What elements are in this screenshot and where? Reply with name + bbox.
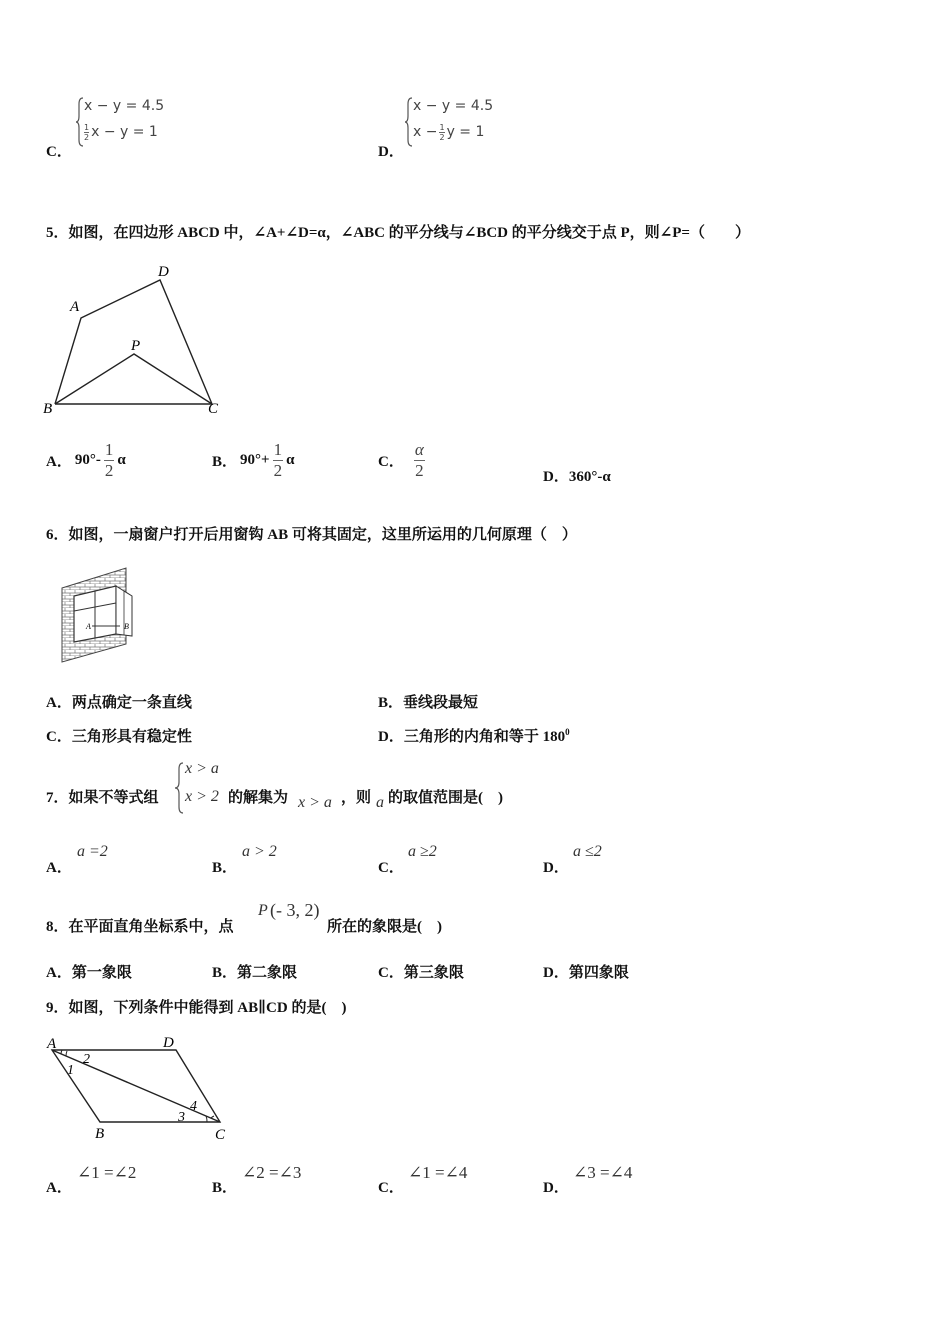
q8-stem [46, 902, 546, 936]
q8-option-d [543, 961, 629, 982]
q4-option-d-eq2-lhs: x − [413, 124, 438, 140]
q7-option-c-label: C． [378, 860, 404, 876]
q6-option-b-label: B． [378, 695, 404, 711]
q7-system-eq1: x > a [185, 760, 219, 777]
q7-var: a [376, 794, 384, 811]
q4-option-d-eq1: x − y = 4.5 [413, 98, 494, 114]
left-brace-icon [405, 96, 413, 148]
q9-label-b: B [95, 1126, 105, 1142]
q6-label-a: A [86, 622, 91, 631]
q9-angle-4: 4 [190, 1099, 197, 1114]
q7-stem-post: 的取值范围是( ) [388, 790, 503, 806]
q6-option-a-label: A． [46, 695, 72, 711]
q8-option-a-label: A． [46, 965, 72, 981]
q6-option-d-sup: 0 [565, 727, 570, 737]
q4-option-d-eq2 [413, 120, 484, 145]
q4-option-c-coef-num: 1 [84, 123, 90, 132]
q8-option-c-label: C． [378, 965, 404, 981]
q9-angle-1: 1 [67, 1063, 74, 1078]
q5-option-b-label: B． [212, 454, 238, 470]
q9-label-a: A [47, 1036, 57, 1052]
q8-point: P [258, 902, 268, 919]
q9-option-c [378, 1163, 528, 1197]
q9-label-d: D [163, 1035, 174, 1051]
q5-label-b: B [43, 401, 53, 417]
q7-solution: x > a [298, 794, 332, 811]
q4-option-c-eq1: x − y = 4.5 [84, 98, 165, 114]
q4-option-c-system [76, 96, 206, 148]
q5-option-c-num: α [414, 440, 424, 459]
q7-option-b-math: a > 2 [242, 843, 277, 860]
q6-stem: 6．如图，一扇窗户打开后用窗钩 AB 可将其固定，这里所运用的几何原理（ ） [46, 527, 577, 543]
q7-system-eq2: x > 2 [185, 788, 219, 805]
q7-stem-mid1: 的解集为 [228, 790, 289, 806]
q9-stem: 9．如图，下列条件中能得到 AB∥CD 的是( ) [46, 1000, 347, 1016]
q5-option-b-fraction [273, 440, 284, 481]
q6-label-b: B [124, 622, 129, 631]
q7-option-d-label: D． [543, 860, 569, 876]
q4-option-c-eq2 [84, 120, 158, 145]
q6-option-d-text: 三角形的内角和等于 180 [403, 729, 566, 745]
q8-option-b-text: 第二象限 [237, 965, 298, 981]
q9-option-a-label: A． [46, 1180, 72, 1196]
q6-option-c-text: 三角形具有稳定性 [71, 729, 192, 745]
q7-option-a-label: A． [46, 860, 72, 876]
q9-option-d-label: D． [543, 1180, 569, 1196]
q6-option-c [46, 725, 192, 746]
q9-option-d [543, 1163, 693, 1197]
q5-stem: 5．如图，在四边形 ABCD 中，∠A+∠D=α，∠ABC 的平分线与∠BCD 的平分线交于点 P，则∠P=（ ） [46, 225, 750, 241]
left-brace-icon [175, 762, 184, 814]
q5-option-d-label: D． [543, 469, 569, 485]
q7-option-d [543, 843, 683, 877]
q7-option-c-math: a ≥2 [408, 843, 437, 860]
q5-option-d [543, 465, 611, 486]
q5-option-c-fraction [414, 440, 425, 481]
q5-option-c-den: 2 [415, 461, 424, 480]
q6-option-a [46, 691, 192, 712]
q5-option-b-num: 1 [273, 440, 283, 459]
q4-option-d-label: D． [378, 144, 404, 160]
q4-option-c-eq2-rest: x − y = 1 [91, 124, 158, 140]
q8-stem-pre: 8．在平面直角坐标系中，点 [46, 919, 234, 935]
q5-option-b-den: 2 [273, 461, 283, 480]
q9-option-b [212, 1163, 362, 1197]
q7-option-c [378, 843, 518, 877]
q4-option-c-coef-den: 2 [84, 133, 90, 142]
q8-option-a-text: 第一象限 [71, 965, 132, 981]
q9-angle-3: 3 [178, 1110, 185, 1125]
q5-label-a: A [70, 299, 80, 315]
q7-option-b-label: B． [212, 860, 238, 876]
q5-option-a-num: 1 [104, 440, 114, 459]
q5-option-c-label: C． [378, 454, 404, 470]
q9-option-c-math: ∠1 =∠4 [408, 1163, 468, 1182]
q9-label-c: C [215, 1127, 226, 1143]
q6-option-a-text: 两点确定一条直线 [71, 695, 192, 711]
q8-option-c [378, 961, 464, 982]
q7-stem [46, 758, 606, 818]
q8-option-d-text: 第四象限 [568, 965, 629, 981]
q9-figure-parallelogram [40, 1030, 240, 1145]
q8-option-a [46, 961, 132, 982]
q5-label-c: C [208, 401, 219, 417]
q4-option-d-eq2-rest: y = 1 [446, 124, 485, 140]
q8-coords: (- 3, 2) [270, 900, 320, 920]
q6-option-d-label: D． [378, 729, 404, 745]
q8-option-c-text: 第三象限 [403, 965, 464, 981]
q7-option-a-math: a =2 [77, 843, 108, 860]
q6-option-b-text: 垂线段最短 [403, 695, 479, 711]
q4-option-d-system [405, 96, 535, 148]
q6-option-c-label: C． [46, 729, 72, 745]
q8-stem-post: 所在的象限是( ) [327, 919, 442, 935]
q6-option-d [378, 725, 570, 746]
q6-option-b [378, 691, 478, 712]
q7-option-a [46, 843, 186, 877]
q9-option-a-math: ∠1 =∠2 [77, 1163, 137, 1182]
q5-option-a [46, 440, 126, 481]
q5-option-c [378, 440, 425, 481]
q7-stem-pre: 7．如果不等式组 [46, 790, 159, 806]
q5-option-a-den: 2 [104, 461, 114, 480]
q5-label-p: P [131, 338, 141, 354]
q5-option-a-post: α [117, 452, 126, 468]
q4-option-c-label: C． [46, 144, 72, 160]
q5-option-a-pre: 90°- [74, 452, 101, 468]
q8-option-b [212, 961, 297, 982]
q5-label-d: D [158, 264, 169, 280]
q4-option-d-coef-num: 1 [439, 123, 445, 132]
q9-angle-2: 2 [83, 1052, 90, 1067]
q9-option-b-math: ∠2 =∠3 [242, 1163, 302, 1182]
q5-option-d-text: 360°-α [568, 469, 611, 485]
q8-option-b-label: B． [212, 965, 238, 981]
q7-option-b [212, 843, 352, 877]
q9-option-a [46, 1163, 196, 1197]
q9-option-c-label: C． [378, 1180, 404, 1196]
left-brace-icon [76, 96, 84, 148]
q5-option-a-fraction [104, 440, 115, 481]
q5-option-a-label: A． [46, 454, 72, 470]
q5-figure-quadrilateral [40, 258, 240, 418]
q7-option-d-math: a ≤2 [573, 843, 602, 860]
q9-option-d-math: ∠3 =∠4 [573, 1163, 633, 1182]
q6-figure-window [60, 566, 140, 666]
q9-option-b-label: B． [212, 1180, 238, 1196]
q4-option-d-coef-den: 2 [439, 133, 445, 142]
q8-option-d-label: D． [543, 965, 569, 981]
q5-option-b-post: α [286, 452, 295, 468]
q5-option-b-pre: 90°+ [240, 452, 270, 468]
q7-stem-mid2: ，则 [341, 790, 372, 806]
q5-option-b [212, 440, 294, 481]
